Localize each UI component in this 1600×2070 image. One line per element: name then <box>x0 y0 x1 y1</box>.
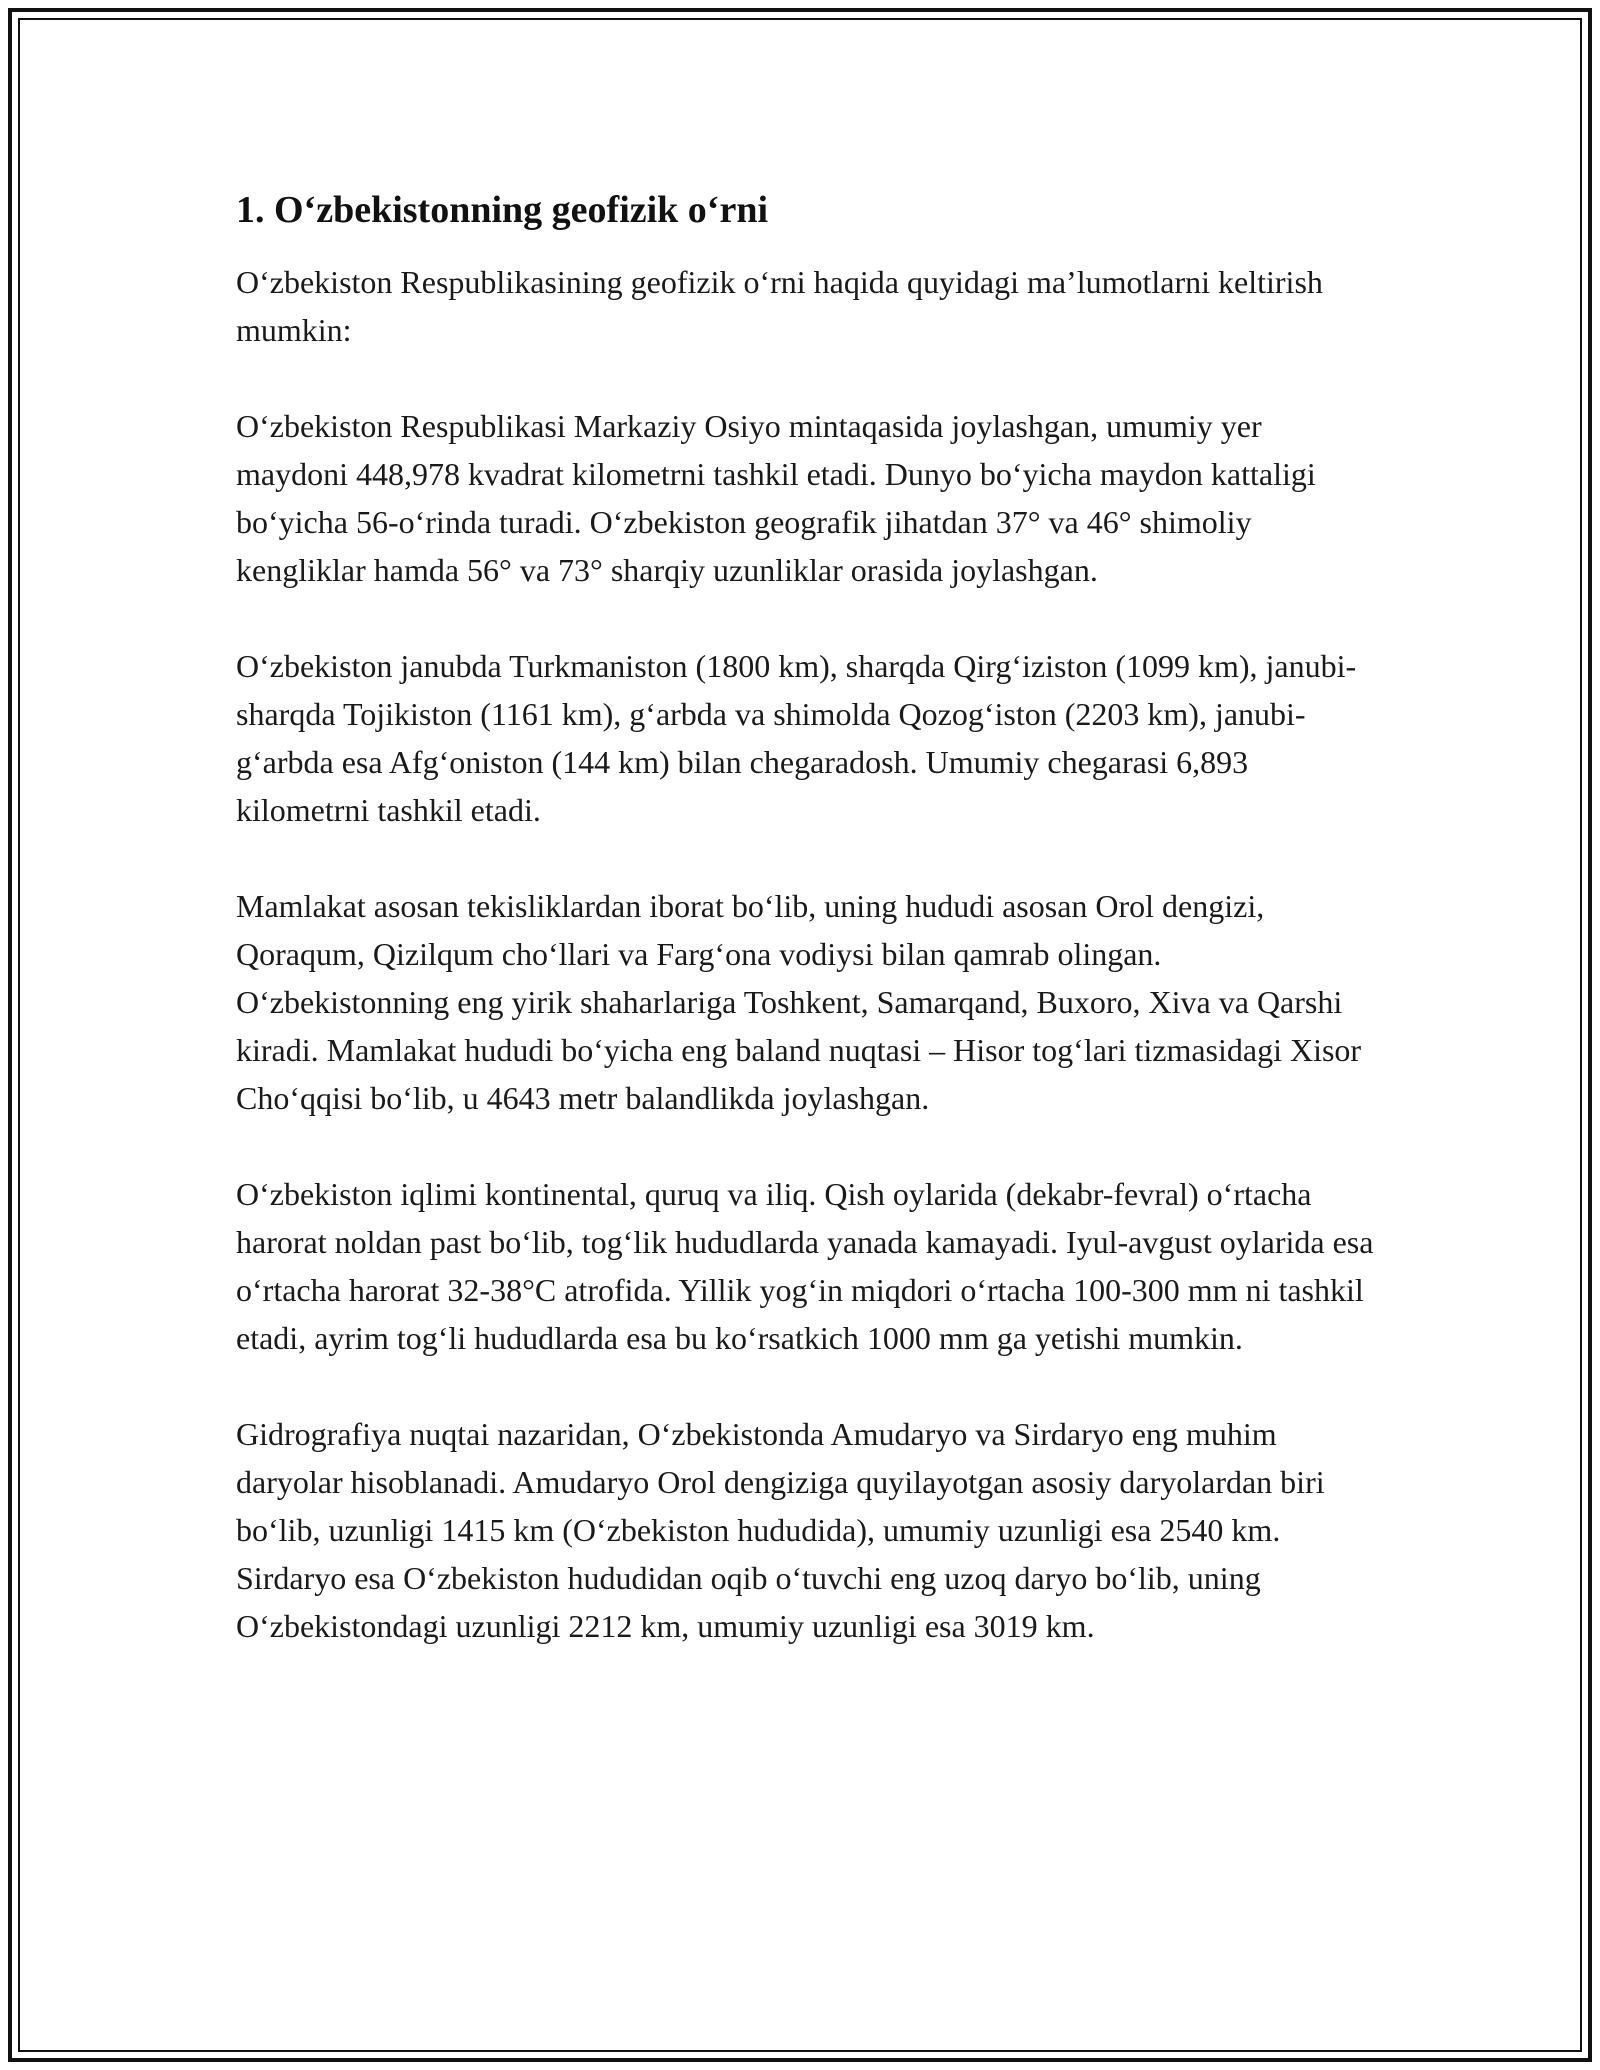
paragraph-borders: O‘zbekiston janubda Turkmaniston (1800 km), sharqda Qirg‘iziston (1099 km), janubi-sharqda Tojikiston (1161 km), g‘arbda va shimolda Qozog‘iston (2203 km), janubi-g‘arbda esa Afg‘oniston (144 km) bilan chegaradosh. Umumiy chegarasi 6,893 kilometrni tashkil etadi. <box>236 648 1357 828</box>
paragraph-hydrography: Gidrografiya nuqtai nazaridan, O‘zbekistonda Amudaryo va Sirdaryo eng muhim daryolar hisoblanadi. Amudaryo Orol dengiziga quyilayotgan asosiy daryolardan biri bo‘lib, uzunligi 1415 km (O‘zbekiston hududida), umumiy uzunligi esa 2540 km. Sirdaryo esa O‘zbekiston hududidan oqib o‘tuvchi eng uzoq daryo bo‘lib, uning O‘zbekistondagi uzunligi 2212 km, umumiy uzunligi esa 3019 km. <box>236 1416 1325 1644</box>
paragraph-location-area: O‘zbekiston Respublikasi Markaziy Osiyo mintaqasida joylashgan, umumiy yer maydoni 448,978 kvadrat kilometrni tashkil etadi. Dunyo bo‘yicha maydon kattaligi bo‘yicha 56-o‘rinda turadi. O‘zbekiston geografik jihatdan 37° va 46° shimoliy kengliklar hamda 56° va 73° sharqiy uzunliklar orasida joylashgan. <box>236 408 1316 588</box>
document-body <box>236 186 1376 1698</box>
section-heading: 1. O‘zbekistonning geofizik o‘rni <box>236 189 769 231</box>
paragraph-climate: O‘zbekiston iqlimi kontinental, quruq va iliq. Qish oylarida (dekabr-fevral) o‘rtacha harorat noldan past bo‘lib, tog‘lik hududlarda yanada kamayadi. Iyul-avgust oylarida esa o‘rtacha harorat 32-38°C atrofida. Yillik yog‘in miqdori o‘rtacha 100-300 mm ni tashkil etadi, ayrim tog‘li hududlarda esa bu ko‘rsatkich 1000 mm ga yetishi mumkin. <box>236 1176 1374 1356</box>
paragraph-intro: O‘zbekiston Respublikasining geofizik o‘rni haqida quyidagi ma’lumotlarni keltirish mumkin: <box>236 264 1323 348</box>
paragraph-relief-cities: Mamlakat asosan tekisliklardan iborat bo‘lib, uning hududi asosan Orol dengizi, Qoraqum, Qizilqum cho‘llari va Farg‘ona vodiysi bilan qamrab olingan. O‘zbekistonning eng yirik shaharlariga Toshkent, Samarqand, Buxoro, Xiva va Qarshi kiradi. Mamlakat hududi bo‘yicha eng baland nuqtasi – Hisor tog‘lari tizmasidagi Xisor Cho‘qqisi bo‘lib, u 4643 metr balandlikda joylashgan. <box>236 888 1362 1116</box>
